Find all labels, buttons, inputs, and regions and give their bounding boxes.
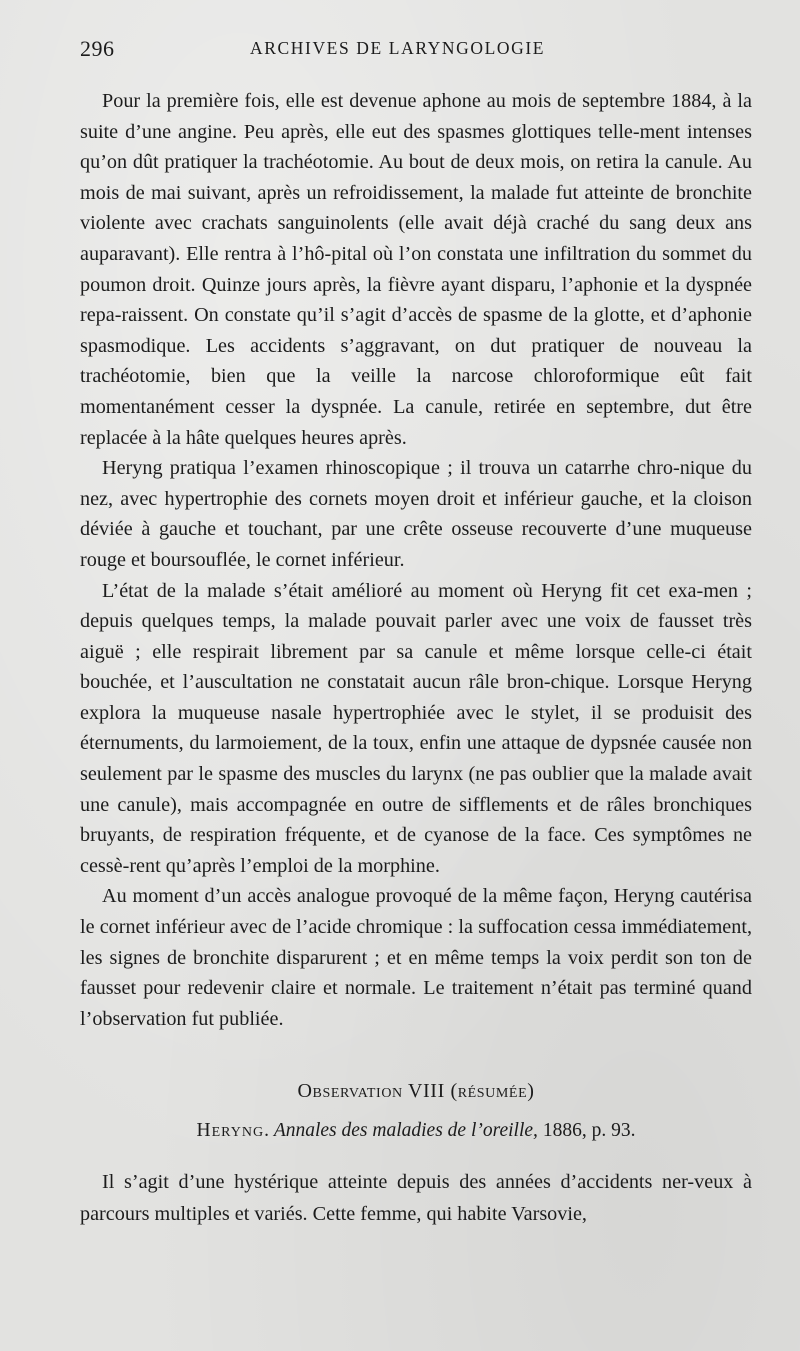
paragraph-5: Il s’agit d’une hystérique atteinte depuis des années d’accidents ner-veux à parcours multiples et variés. Cette femme, qui habite Varsovie,: [80, 1171, 752, 1225]
observation-label: Observation: [297, 1080, 403, 1102]
page-header: [80, 36, 760, 66]
reference-journal: Annales des maladies de l’oreille,: [273, 1120, 538, 1141]
observation-text: [80, 1166, 752, 1230]
observation-reference: Heryng. Annales des maladies de l’oreille, 1886, p. 93.: [196, 1120, 636, 1141]
paragraph-4: Au moment d’un accès analogue provoqué de la même façon, Heryng cautérisa le cornet inférieur avec de l’acide chromique : la suffocation cessa immédiatement, les signes de bronchite disparurent ; et en même temps la voix perdit son ton de fausset pour redevenir claire et normale. Le traitement n’était pas terminé quand l’observation fut publiée.: [80, 885, 752, 1030]
page-number: 296: [80, 36, 115, 61]
paragraph-2: Heryng pratiqua l’examen rhinoscopique ; il trouva un catarrhe chro-nique du nez, avec hypertrophie des cornets moyen droit et inférieur gauche, et la cloison déviée à gauche et touchant, par une crête osseuse recouverte d’une muqueuse rouge et boursouflée, le cornet inférieur.: [80, 457, 752, 571]
observation-heading: [80, 1080, 752, 1103]
reference-citation: 1886, p. 93.: [542, 1120, 636, 1141]
reference-author: Heryng: [196, 1120, 265, 1141]
paragraph-1: Pour la première fois, elle est devenue aphone au mois de septembre 1884, à la suite d’une angine. Peu après, elle eut des spasmes glottiques telle-ment intenses qu’on dût pratiquer la trachéotomie. Au bout de deux mois, on retira la canule. Au mois de mai suivant, après un refroidissement, la malade fut atteinte de bronchite violente avec crachats sanguinolents (elle avait déjà craché du sang deux ans auparavant). Elle rentra à l’hô-pital où l’on constata une infiltration du sommet du poumon droit. Quinze jours après, la fièvre ayant disparu, l’aphonie et la dyspnée repa-raissent. On constate qu’il s’agit d’accès de spasme de la glotte, et d’aphonie spasmodique. Les accidents s’aggravant, on dut pratiquer de nouveau la trachéotomie, bien que la veille la narcose chloroformique eût fait momentanément cesser la dyspnée. La canule, retirée en septembre, dut être replacée à la hâte quelques heures après.: [80, 90, 752, 449]
main-text: [80, 86, 752, 1034]
paragraph-3: L’état de la malade s’était amélioré au moment où Heryng fit cet exa-men ; depuis quelques temps, la malade pouvait parler avec une voix de fausset très aiguë ; elle respirait librement par sa canule et même lorsque celle-ci était bouchée, et l’auscultation ne constatait aucun râle bron-chique. Lorsque Heryng explora la muqueuse nasale hypertrophiée avec le stylet, il se produisit des éternuments, du larmoiement, de la toux, enfin une attaque de dypsnée causée non seulement par le spasme des muscles du larynx (ne pas oublier que la malade avait une canule), mais accompagnée en outre de sifflements et de râles bronchiques bruyants, de respiration fréquente, et de cyanose de la face. Ces symptômes ne cessè-rent qu’après l’emploi de la morphine.: [80, 579, 752, 877]
running-title: ARCHIVES DE LARYNGOLOGIE: [250, 38, 546, 58]
observation-qualifier: (résumée): [450, 1080, 535, 1102]
observation-number: VIII: [408, 1080, 445, 1102]
